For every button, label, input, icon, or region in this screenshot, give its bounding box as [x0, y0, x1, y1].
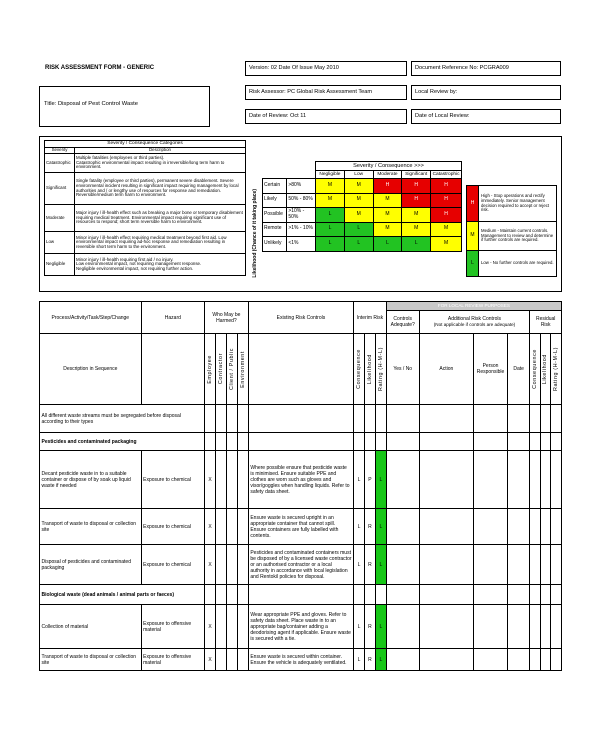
date-review-box	[245, 109, 407, 124]
matrix-cell: H	[402, 179, 431, 194]
review-cell[interactable]	[419, 509, 474, 545]
consequence-header: Consequence	[355, 349, 362, 389]
table-row	[40, 649, 562, 671]
review-cell[interactable]	[386, 585, 419, 605]
likelihood-cell: P	[364, 451, 375, 509]
review-cell[interactable]	[551, 433, 562, 451]
client-header: Client / Public	[228, 348, 235, 390]
review-cell[interactable]	[386, 649, 419, 671]
person-responsible-header: Person Responsible	[474, 334, 508, 405]
empty-cell	[354, 433, 365, 451]
review-cell[interactable]	[540, 649, 550, 671]
client-cell	[226, 545, 237, 585]
empty-cell	[205, 405, 216, 433]
review-cell[interactable]	[419, 433, 474, 451]
severity-label: Low	[45, 232, 75, 254]
hazard-cell: Exposure to chemical	[141, 545, 204, 585]
matrix-cell: L	[316, 222, 345, 237]
matrix-col-header: Catastrophic	[432, 171, 460, 177]
review-cell[interactable]	[474, 405, 508, 433]
title-box	[39, 86, 210, 127]
matrix-cell: L	[316, 237, 345, 252]
review-cell[interactable]	[530, 509, 540, 545]
likelihood-label: Certain	[263, 179, 287, 194]
section-heading: Biological waste (dead animals / animal parts or faeces)	[40, 585, 205, 605]
process-cell: Transport of waste to disposal or collection site	[40, 509, 142, 545]
review-cell[interactable]	[386, 509, 419, 545]
review-cell[interactable]	[507, 585, 529, 605]
additional-controls-header: Additional Risk Controls (Not applicable if controls are adequate)	[419, 311, 530, 334]
review-cell[interactable]	[386, 605, 419, 649]
table-row	[40, 545, 562, 585]
legend-row	[467, 222, 557, 251]
empty-cell	[375, 433, 386, 451]
review-cell[interactable]	[540, 451, 550, 509]
review-cell[interactable]	[507, 433, 529, 451]
review-cell[interactable]	[419, 451, 474, 509]
likelihood-pct: >80%	[287, 179, 316, 194]
review-cell[interactable]	[419, 405, 474, 433]
severity-desc: Multiple fatalities (employees or third parties). Catastrophic environmental impact resulting in irreversible/long term harm to environment.	[75, 154, 246, 173]
employee-cell: X	[205, 605, 216, 649]
empty-cell	[364, 585, 375, 605]
empty-cell	[248, 585, 353, 605]
review-cell[interactable]	[474, 585, 508, 605]
review-cell[interactable]	[507, 649, 529, 671]
likelihood-label: Possible	[263, 208, 287, 223]
matrix-col-header: Low	[344, 171, 373, 179]
review-cell[interactable]	[474, 649, 508, 671]
matrix-col-header: Moderate	[373, 171, 402, 179]
doc-ref-box	[411, 61, 561, 76]
existing-controls-cell: Pesticides and contaminated containers must be disposed of by a licensed waste contractor or an authorised contractor or a local authority in accordance with local legislation and Rentokil policies for disposal.	[248, 545, 353, 585]
review-cell[interactable]	[474, 451, 508, 509]
empty-cell	[237, 433, 248, 451]
severity-desc: Single fatality (employee or third parties), permanent severe disablement. Severe environmental incident resulting in significant impact requiring management by local authorities and / or lengthy use of resources for response and remediation. Reversible/medium term harm to environment.	[75, 173, 246, 205]
review-cell[interactable]	[530, 405, 540, 433]
likelihood-pct: >10% - 50%	[287, 208, 316, 223]
review-cell[interactable]	[530, 605, 540, 649]
legend-text: High - Stop operations and rectify immediately. Senior management decision required to accept or reject risk.	[479, 186, 557, 222]
table-row	[40, 509, 562, 545]
employee-cell: X	[205, 509, 216, 545]
review-cell[interactable]	[474, 509, 508, 545]
review-cell[interactable]	[507, 451, 529, 509]
review-cell[interactable]	[540, 585, 550, 605]
severity-label: Negligible	[45, 254, 75, 276]
review-cell[interactable]	[530, 649, 540, 671]
doc-ref-text: Document Reference No: PCGRA009	[415, 65, 509, 71]
empty-cell	[375, 585, 386, 605]
matrix-cell: M	[402, 208, 431, 223]
process-cell: Decant pesticide waste in to a suitable container or dispose of by soak up liquid waste if needed	[40, 451, 142, 509]
matrix-cell: M	[316, 193, 345, 208]
action-header: Action	[419, 334, 474, 405]
date-local-review-box	[411, 109, 561, 124]
matrix-row	[263, 222, 462, 237]
empty-cell	[215, 405, 226, 433]
severity-title: Severity / Consequence Categories	[45, 141, 246, 148]
empty-cell	[364, 405, 375, 433]
note-cell: All different waste streams must be segregated before disposal according to their types	[40, 405, 205, 433]
who-header: Who May be Harmed?	[205, 302, 249, 334]
legend-text: Low - No further controls are required.	[479, 251, 557, 277]
review-cell[interactable]	[551, 509, 562, 545]
review-cell[interactable]	[540, 509, 550, 545]
consequence-cell: L	[354, 545, 365, 585]
likelihood-pct: <1%	[287, 237, 316, 252]
review-cell[interactable]	[540, 433, 550, 451]
matrix-cell: M	[344, 179, 373, 194]
form-title: RISK ASSESSMENT FORM - GENERIC	[45, 65, 155, 71]
legend-text: Medium - Maintain current controls. Management to review and determine if further controls are required.	[479, 222, 557, 251]
contractor-cell	[215, 451, 226, 509]
consequence-cell: L	[354, 509, 365, 545]
residual-rating-header: Rating (H-M-L)	[552, 346, 559, 392]
interim-risk-header: Interim Risk	[354, 302, 387, 334]
risk-legend	[466, 185, 557, 277]
hazard-cell: Exposure to offensive material	[141, 649, 204, 671]
rating-header: Rating (H-M-L)	[377, 346, 384, 392]
matrix-title: Severity / Consequence >>>	[316, 162, 462, 171]
legend-row	[467, 186, 557, 222]
legend-row	[467, 251, 557, 277]
likelihood-cell: R	[364, 649, 375, 671]
existing-controls-header: Existing Risk Controls	[248, 302, 353, 334]
contractor-cell	[215, 545, 226, 585]
empty-cell	[215, 585, 226, 605]
matrix-cell: H	[373, 179, 402, 194]
severity-desc: Major injury / ill-health effect such as breaking a major bone or temporary disablement requiring medical treatment. Environmental impact requiring significant use of resources to respond; short term reversible harm to environment.	[75, 205, 246, 232]
form-subject-title: Title: Disposal of Pest Control Waste	[44, 101, 138, 107]
severity-desc: Minor injury / ill-health requiring first aid / no injury. Low environmental impact, not requiring management response. Negligible environmental impact, not requiring further action.	[75, 254, 246, 276]
existing-controls-cell: Ensure waste is secured upright in an appropriate container that cannot spill. Ensure containers are fully labelled with contents.	[248, 509, 353, 545]
process-cell: Collection of material	[40, 605, 142, 649]
review-cell[interactable]	[419, 545, 474, 585]
assessor-box	[245, 85, 407, 100]
empty-cell	[205, 585, 216, 605]
contractor-cell	[215, 649, 226, 671]
process-cell: Disposal of pesticides and contaminated packaging	[40, 545, 142, 585]
empty-cell	[205, 433, 216, 451]
matrix-cell: L	[344, 237, 373, 252]
hazard-cell: Exposure to chemical	[141, 509, 204, 545]
review-cell[interactable]	[474, 545, 508, 585]
severity-label: Significant	[45, 173, 75, 205]
matrix-cell: M	[316, 179, 345, 194]
likelihood-axis-label: Likelihood (Chance of it taking place)	[252, 188, 259, 278]
review-cell[interactable]	[419, 605, 474, 649]
review-cell[interactable]	[474, 605, 508, 649]
review-cell[interactable]	[474, 433, 508, 451]
table-row	[40, 451, 562, 509]
employee-cell: X	[205, 545, 216, 585]
matrix-cell: L	[402, 237, 431, 252]
severity-desc: Minor injury / ill-health effect requiring medical treatment beyond first aid. Low environmental impact requiring ad-hoc response and remediation resulting in reversible short term harm to the environment.	[75, 232, 246, 254]
matrix-cell: H	[431, 193, 462, 208]
description-col-header: Description	[75, 148, 246, 154]
hazard-cell: Exposure to chemical	[141, 451, 204, 509]
date-review-text: Date of Review: Oct 11	[249, 113, 307, 119]
empty-cell	[237, 405, 248, 433]
existing-controls-cell: Where possible ensure that pesticide waste is minimised. Ensure suitable PPE and clothes are worn such as gloves and visor/goggles when handling liquids. Refer to safety data sheet.	[248, 451, 353, 509]
rating-cell: L	[375, 545, 386, 585]
consequence-cell: L	[354, 451, 365, 509]
likelihood-pct: >1% - 10%	[287, 222, 316, 237]
matrix-cell: H	[431, 208, 462, 223]
rating-cell: L	[375, 451, 386, 509]
residual-consequence-header: Consequence	[531, 349, 538, 389]
legend-code: L	[467, 251, 479, 277]
likelihood-label: Remote	[263, 222, 287, 237]
environment-cell	[237, 605, 248, 649]
controls-adequate-header: Controls Adequate?	[386, 311, 419, 334]
review-cell[interactable]	[540, 605, 550, 649]
residual-risk-header: Residual Risk	[530, 311, 562, 334]
review-cell[interactable]	[551, 605, 562, 649]
empty-cell	[375, 405, 386, 433]
review-cell[interactable]	[551, 405, 562, 433]
empty-cell	[226, 405, 237, 433]
risk-matrix	[262, 161, 462, 252]
matrix-row	[263, 237, 462, 252]
review-cell[interactable]	[551, 585, 562, 605]
review-cell[interactable]	[530, 451, 540, 509]
empty-cell	[226, 585, 237, 605]
likelihood-cell: R	[364, 509, 375, 545]
matrix-row	[263, 193, 462, 208]
empty-cell	[354, 585, 365, 605]
review-cell[interactable]	[507, 405, 529, 433]
review-cell[interactable]	[419, 649, 474, 671]
local-review-text: Local Review by:	[415, 89, 458, 95]
legend-code: H	[467, 186, 479, 222]
hazard-cell: Exposure to offensive material	[141, 605, 204, 649]
client-cell	[226, 509, 237, 545]
matrix-cell: M	[344, 208, 373, 223]
environment-header: Environment	[239, 350, 246, 388]
environment-cell	[237, 545, 248, 585]
review-cell[interactable]	[386, 405, 419, 433]
matrix-row	[263, 208, 462, 223]
review-cell[interactable]	[386, 433, 419, 451]
empty-cell	[237, 585, 248, 605]
review-cell[interactable]	[386, 545, 419, 585]
existing-controls-cell: Wear appropriate PPE and gloves. Refer to safety data sheet. Place waste in to an appropriate bag/container adding a deodorising agent if applicable. Ensure waste is secured with a tie.	[248, 605, 353, 649]
environment-cell	[237, 509, 248, 545]
consequence-cell: L	[354, 605, 365, 649]
client-cell	[226, 451, 237, 509]
review-cell[interactable]	[507, 545, 529, 585]
matrix-cell: M	[373, 208, 402, 223]
local-review-box	[411, 85, 561, 100]
matrix-cell: M	[373, 193, 402, 208]
legend-code: M	[467, 222, 479, 251]
consequence-cell: L	[354, 649, 365, 671]
table-row	[40, 433, 562, 451]
empty-cell	[354, 405, 365, 433]
employee-header: Employee	[206, 354, 213, 384]
severity-label: Moderate	[45, 205, 75, 232]
matrix-cell: M	[431, 222, 462, 237]
hazard-header: Hazard	[141, 302, 204, 334]
likelihood-header: Likelihood	[366, 353, 373, 385]
local-review-header: FOR LOCAL REVIEW PURPOSES	[386, 302, 561, 311]
contractor-header: Contractor	[217, 353, 224, 385]
review-cell[interactable]	[540, 545, 550, 585]
section-heading: Pesticides and contaminated packaging	[40, 433, 205, 451]
matrix-cell: H	[402, 193, 431, 208]
contractor-cell	[215, 509, 226, 545]
client-cell	[226, 605, 237, 649]
matrix-cell: M	[431, 237, 462, 252]
empty-cell	[248, 433, 353, 451]
existing-controls-cell: Ensure waste is secured within container. Ensure the vehicle is adequately ventilated.	[248, 649, 353, 671]
matrix-col-header: Significant	[402, 171, 431, 179]
rating-cell: L	[375, 649, 386, 671]
rating-cell: L	[375, 509, 386, 545]
residual-likelihood-header: Likelihood	[542, 353, 549, 385]
review-cell[interactable]	[530, 433, 540, 451]
review-cell[interactable]	[386, 451, 419, 509]
matrix-cell: M	[373, 222, 402, 237]
matrix-cell: M	[344, 193, 373, 208]
review-cell[interactable]	[551, 649, 562, 671]
review-cell[interactable]	[530, 585, 540, 605]
date-local-review-text: Date of Local Review:	[415, 113, 470, 119]
review-cell[interactable]	[419, 585, 474, 605]
contractor-cell	[215, 605, 226, 649]
empty-cell	[364, 433, 375, 451]
likelihood-cell: R	[364, 605, 375, 649]
severity-table	[44, 140, 246, 276]
yes-no-header: Yes / No	[386, 334, 419, 405]
rating-cell: L	[375, 605, 386, 649]
environment-cell	[237, 649, 248, 671]
matrix-cell: M	[402, 222, 431, 237]
likelihood-label: Unlikely	[263, 237, 287, 252]
process-cell: Transport of waste to disposal or collection site	[40, 649, 142, 671]
description-header: Description in Sequence	[40, 334, 142, 405]
table-row	[40, 585, 562, 605]
severity-label: Catastrophic	[45, 154, 75, 173]
review-cell[interactable]	[507, 605, 529, 649]
review-cell[interactable]	[551, 451, 562, 509]
matrix-cell: L	[344, 222, 373, 237]
assessment-table	[39, 301, 562, 671]
matrix-cell: H	[431, 179, 462, 194]
empty-cell	[226, 433, 237, 451]
client-cell	[226, 649, 237, 671]
likelihood-label: Likely	[263, 193, 287, 208]
matrix-col-header: Negligible	[316, 171, 345, 179]
empty-cell	[248, 405, 353, 433]
version-text: Version: 02 Date Of Issue May 2010	[249, 65, 339, 71]
employee-cell: X	[205, 451, 216, 509]
severity-col-header: Severity	[45, 148, 75, 154]
empty-cell	[215, 433, 226, 451]
matrix-cell: L	[316, 208, 345, 223]
table-row	[40, 405, 562, 433]
matrix-row	[263, 179, 462, 194]
review-cell[interactable]	[530, 545, 540, 585]
version-box	[245, 61, 407, 76]
process-header: Process/Activity/Task/Step/Change	[40, 302, 142, 334]
review-cell[interactable]	[551, 545, 562, 585]
table-row	[40, 605, 562, 649]
review-cell[interactable]	[507, 509, 529, 545]
date-header: Date	[507, 334, 529, 405]
matrix-cell: L	[373, 237, 402, 252]
review-cell[interactable]	[540, 405, 550, 433]
employee-cell: X	[205, 649, 216, 671]
likelihood-pct: 50% - 80%	[287, 193, 316, 208]
assessor-text: Risk Assessor: PC Global Risk Assessment Team	[249, 89, 372, 95]
likelihood-cell: R	[364, 545, 375, 585]
environment-cell	[237, 451, 248, 509]
